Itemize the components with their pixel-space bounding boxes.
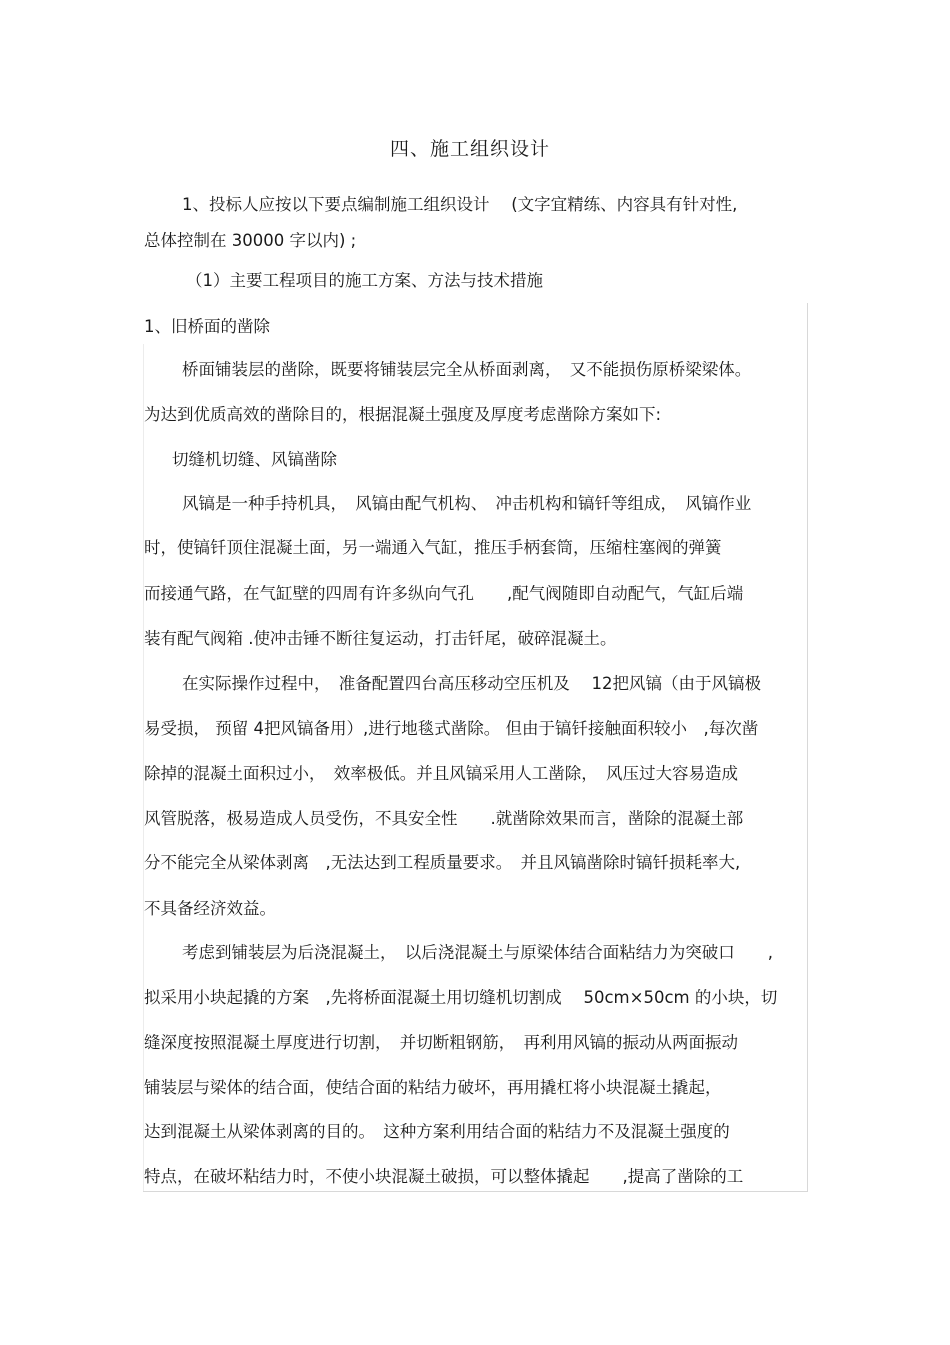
text-line: 特点，在破坏粘结力时，不使小块混凝土破损，可以整体撬起 ,提高了凿除的工 bbox=[144, 1167, 744, 1186]
text-line: （1）主要工程项目的施工方案、方法与技术措施 bbox=[186, 271, 543, 290]
page-title: 四、施工组织设计 bbox=[389, 138, 550, 160]
text-line: 1、旧桥面的凿除 bbox=[144, 317, 270, 336]
frame-right-border bbox=[807, 303, 808, 1191]
text-line: 风镐是一种手持机具， 风镐由配气机构、 冲击机构和镐钎等组成， 风镐作业 bbox=[182, 494, 752, 513]
text-line: 总体控制在 30000 字以内) ; bbox=[144, 231, 357, 250]
text-line: 缝深度按照混凝土厚度进行切割， 并切断粗钢筋， 再利用风镐的振动从两面振动 bbox=[144, 1033, 738, 1052]
text-line: 除掉的混凝土面积过小， 效率极低。并且风镐采用人工凿除， 风压过大容易造成 bbox=[144, 764, 738, 783]
text-line: 达到混凝土从梁体剥离的目的。 这种方案利用结合面的粘结力不及混凝土强度的 bbox=[144, 1122, 730, 1141]
text-line: 为达到优质高效的凿除目的，根据混凝土强度及厚度考虑凿除方案如下: bbox=[144, 405, 662, 424]
text-line: 铺装层与梁体的结合面，使结合面的粘结力破坏，再用撬杠将小块混凝土撬起， bbox=[144, 1078, 722, 1097]
text-line: 分不能完全从梁体剥离 ,无法达到工程质量要求。 并且风镐凿除时镐钎损耗率大, bbox=[144, 853, 741, 872]
text-line: 不具备经济效益。 bbox=[144, 899, 276, 918]
text-line: 而接通气路，在气缸壁的四周有许多纵向气孔 ,配气阀随即自动配气，气缸后端 bbox=[144, 584, 744, 603]
text-line: 切缝机切缝、风镐凿除 bbox=[172, 450, 337, 469]
text-line: 拟采用小块起撬的方案 ,先将桥面混凝土用切缝机切割成 50cm×50cm 的小块，切 bbox=[144, 988, 778, 1007]
frame-left-border bbox=[143, 344, 144, 1192]
text-line: 1、投标人应按以下要点编制施工组织设计 (文字宜精练、内容具有针对性, bbox=[182, 195, 738, 214]
text-line: 在实际操作过程中， 准备配置四台高压移动空压机及 12把风镐（由于风镐极 bbox=[182, 674, 761, 693]
text-line: 易受损， 预留 4把风镐备用）,进行地毯式凿除。 但由于镐钎接触面积较小 ,每次凿 bbox=[144, 719, 759, 738]
text-line: 装有配气阀箱 .使冲击锤不断往复运动，打击钎尾，破碎混凝土。 bbox=[144, 629, 617, 648]
text-line: 风管脱落，极易造成人员受伤，不具安全性 .就凿除效果而言，凿除的混凝土部 bbox=[144, 809, 744, 828]
text-line: 时，使镐钎顶住混凝土面，另一端通入气缸，推压手柄套筒，压缩柱塞阀的弹簧 bbox=[144, 538, 722, 557]
text-line: 考虑到铺装层为后浇混凝土， 以后浇混凝土与原梁体结合面粘结力为突破口 , bbox=[182, 943, 773, 962]
frame-bottom-border bbox=[143, 1191, 808, 1192]
text-line: 桥面铺装层的凿除，既要将铺装层完全从桥面剥离， 又不能损伤原桥梁梁体。 bbox=[182, 360, 752, 379]
